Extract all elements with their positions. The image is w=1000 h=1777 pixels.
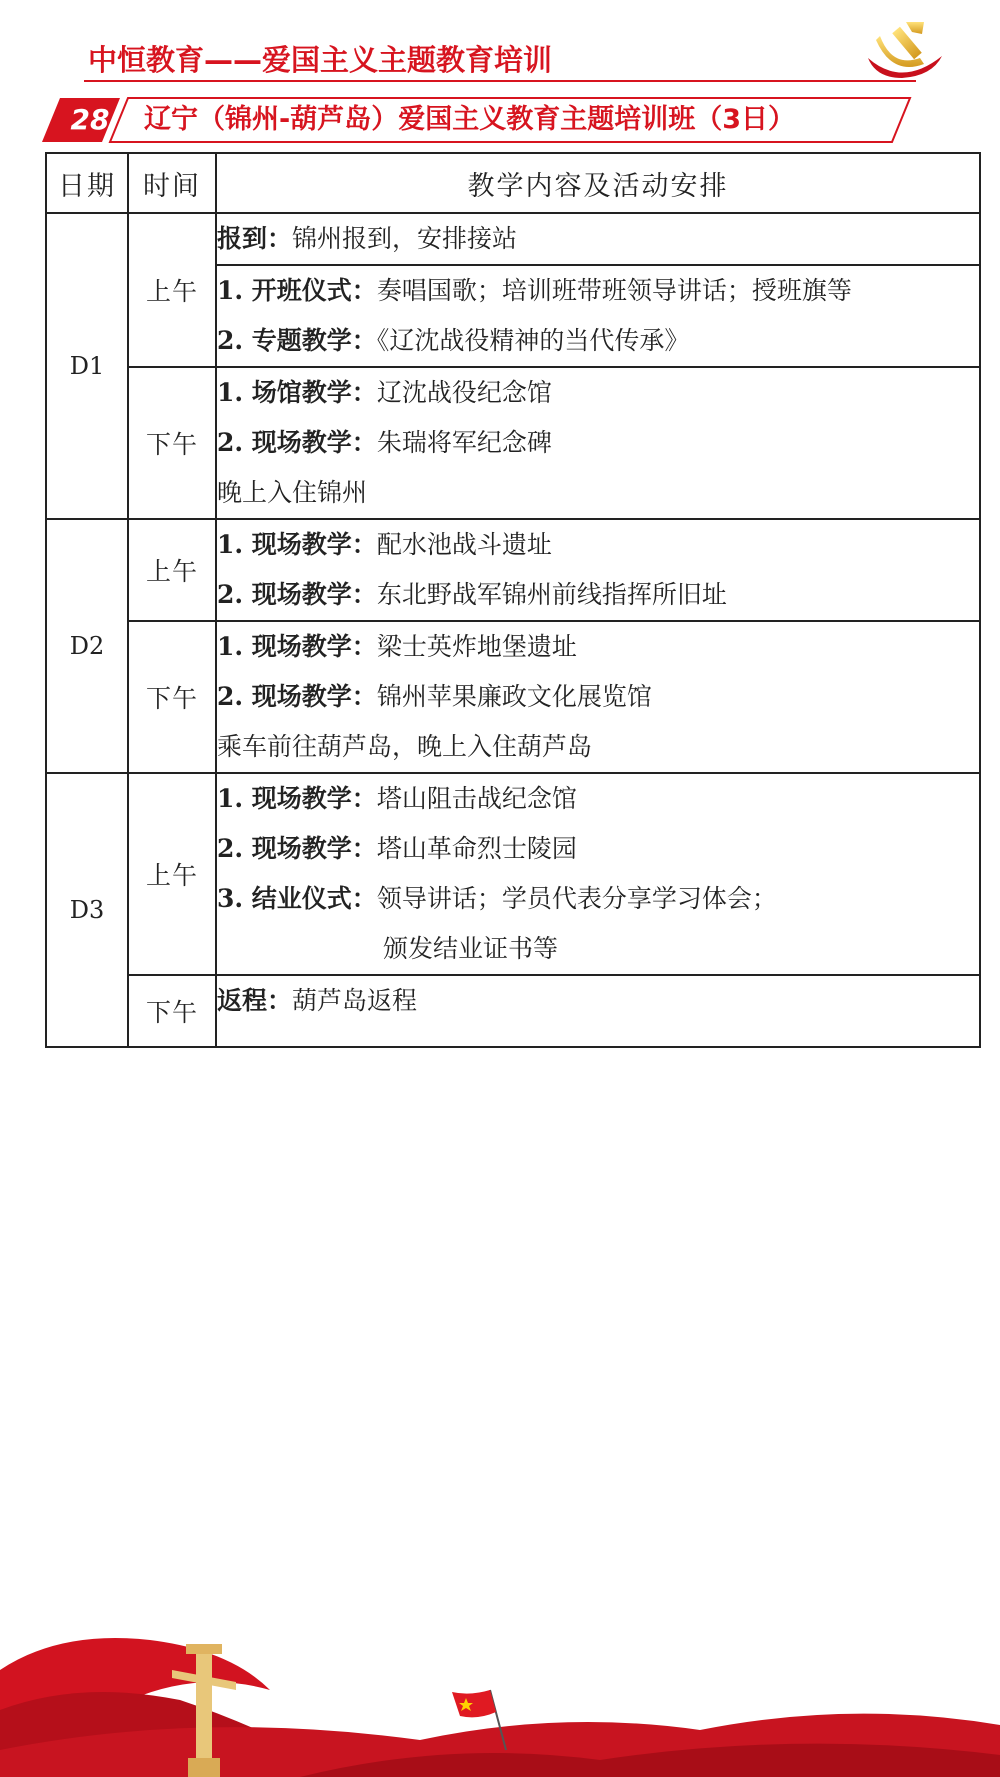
item-label: 1. 场馆教学： (217, 378, 377, 407)
item-label: 2. 现场教学： (217, 428, 377, 457)
item-text: 奏唱国歌；培训班带班领导讲话；授班旗等 (376, 276, 852, 305)
table-header-row (46, 153, 980, 213)
period-morning: 上午 (128, 773, 216, 975)
item-label: 2. 现场教学： (217, 834, 377, 863)
item-text: 乘车前往葫芦岛，晚上入住葫芦岛 (217, 732, 593, 761)
item-text: 葫芦岛返程 (292, 986, 418, 1015)
item-text: 配水池战斗遗址 (376, 530, 552, 559)
content-cell (216, 265, 980, 367)
item-text: 锦州报到，安排接站 (292, 224, 518, 253)
item-label: 1. 现场教学： (217, 632, 377, 661)
content-cell (216, 519, 980, 621)
period-afternoon: 下午 (128, 367, 216, 519)
period-morning: 上午 (128, 213, 216, 367)
content-cell (216, 213, 980, 265)
header-title: 中恒教育——爱国主义主题教育培训 (88, 43, 553, 77)
item-label: 2. 现场教学： (217, 682, 377, 711)
content-cell (216, 773, 980, 975)
table-row (46, 519, 980, 621)
item-text: 领导讲话；学员代表分享学习体会； (376, 884, 777, 913)
course-number: 28 (70, 103, 110, 136)
day-label: D3 (46, 773, 128, 1047)
period-morning: 上午 (128, 519, 216, 621)
day-label: D1 (46, 213, 128, 519)
item-label: 1. 现场教学： (217, 784, 377, 813)
header-rule (84, 80, 916, 82)
table-row (46, 975, 980, 1047)
header-date: 日期 (46, 153, 128, 213)
item-text: 塔山阻击战纪念馆 (376, 784, 577, 813)
period-afternoon: 下午 (128, 975, 216, 1047)
item-text: 辽沈战役纪念馆 (376, 378, 552, 407)
item-text: 锦州苹果廉政文化展览馆 (376, 682, 652, 711)
flag-and-huabiao-decoration (0, 1630, 1000, 1777)
item-text: 《辽沈战役精神的当代传承》 (376, 326, 690, 355)
table-row (46, 621, 980, 773)
item-text: 东北野战军锦州前线指挥所旧址 (376, 580, 727, 609)
header-time: 时间 (128, 153, 216, 213)
schedule-table (45, 152, 981, 1048)
item-text: 晚上入住锦州 (217, 478, 368, 507)
content-cell (216, 367, 980, 519)
item-text: 朱瑞将军纪念碑 (376, 428, 552, 457)
course-title: 辽宁（锦州-葫芦岛）爱国主义教育主题培训班（3日） (144, 104, 795, 135)
item-label: 报到： (217, 224, 293, 253)
period-afternoon: 下午 (128, 621, 216, 773)
item-label: 2. 专题教学： (217, 326, 377, 355)
content-cell (216, 975, 980, 1047)
table-row (46, 367, 980, 519)
item-label: 3. 结业仪式： (217, 884, 377, 913)
header-content: 教学内容及活动安排 (216, 153, 980, 213)
party-emblem-icon (862, 18, 948, 82)
table-row (46, 773, 980, 975)
item-label: 2. 现场教学： (217, 580, 377, 609)
table-row (46, 213, 980, 265)
content-cell (216, 621, 980, 773)
item-label: 返程： (217, 986, 293, 1015)
day-label: D2 (46, 519, 128, 773)
item-label: 1. 现场教学： (217, 530, 377, 559)
item-text: 梁士英炸地堡遗址 (376, 632, 577, 661)
item-label: 1. 开班仪式： (217, 276, 377, 305)
item-text: 塔山革命烈士陵园 (376, 834, 577, 863)
item-text: 颁发结业证书等 (383, 934, 559, 963)
